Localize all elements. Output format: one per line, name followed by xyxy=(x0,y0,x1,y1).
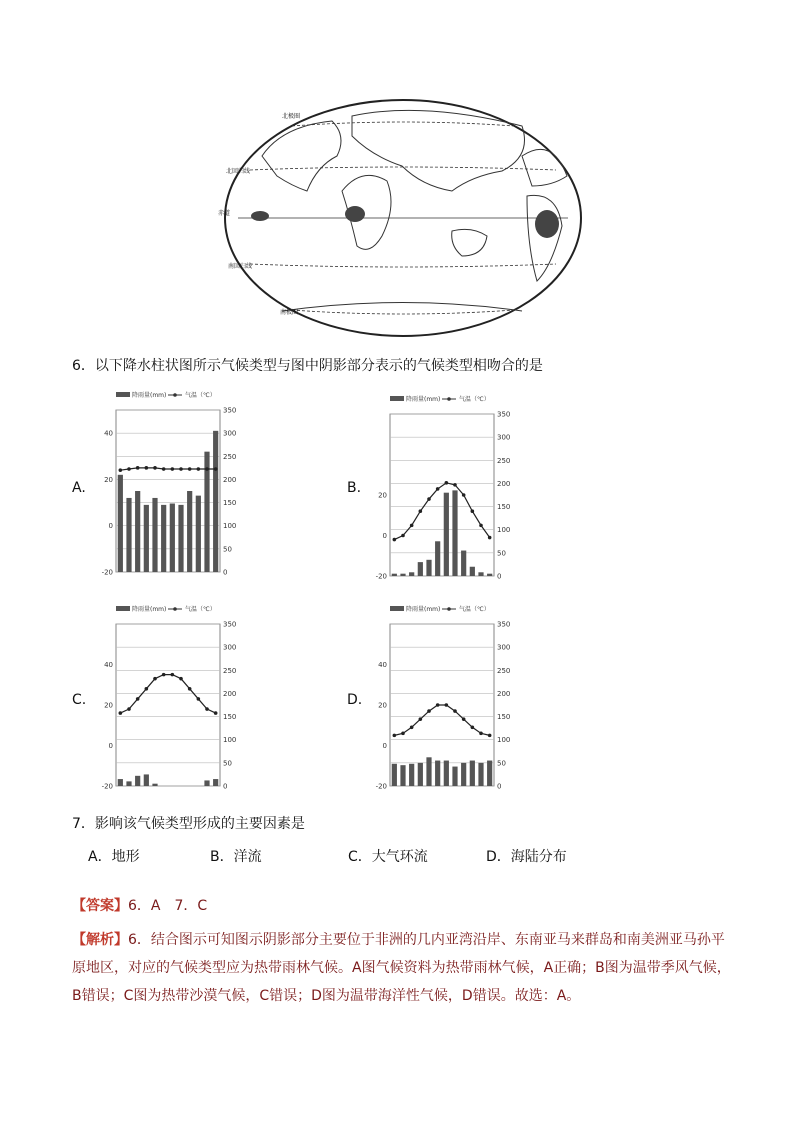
temp-point xyxy=(214,711,218,715)
temp-point xyxy=(436,487,440,491)
q7-option-c: C．大气环流 xyxy=(348,849,428,865)
legend-precip-swatch xyxy=(390,606,404,611)
left-tick-label: 20 xyxy=(378,491,387,500)
right-tick-label: 300 xyxy=(497,643,511,652)
precip-bar xyxy=(118,475,123,572)
question-7: 7．影响该气候类型形成的主要因素是 xyxy=(72,816,305,832)
legend-temp-label: 气温（℃） xyxy=(459,396,490,403)
option-a-label: A. xyxy=(72,480,86,496)
question-6: 6．以下降水柱状图所示气候类型与图中阴影部分表示的气候类型相吻合的是 xyxy=(72,358,543,374)
option-b-label: B. xyxy=(347,480,362,496)
precip-bar xyxy=(461,551,466,576)
chart-a xyxy=(98,388,246,580)
precip-bar xyxy=(470,761,475,786)
left-tick-label: 20 xyxy=(378,701,387,710)
plot-frame xyxy=(116,410,220,572)
temp-point xyxy=(136,466,140,470)
precip-bar xyxy=(426,757,431,786)
right-tick-label: 50 xyxy=(223,545,232,554)
temp-point xyxy=(471,725,475,729)
temp-point xyxy=(436,703,440,707)
precip-bar xyxy=(392,764,397,786)
explain-line-1: 【解析】6．结合图示可知图示阴影部分主要位于非洲的几内亚湾沿岸、东南亚马来群岛和南美洲亚马孙平 xyxy=(72,932,725,948)
legend-precip-swatch xyxy=(116,606,130,611)
precip-bar xyxy=(418,763,423,786)
right-tick-label: 200 xyxy=(223,475,237,484)
temp-point xyxy=(197,467,201,471)
temp-point xyxy=(153,466,157,470)
temp-point xyxy=(214,467,218,471)
right-tick-label: 150 xyxy=(223,499,237,508)
explanation-block xyxy=(72,926,732,1010)
chart-svg-B xyxy=(372,392,520,584)
right-tick-label: 300 xyxy=(223,429,237,438)
precip-bar xyxy=(478,572,483,576)
right-tick-label: 250 xyxy=(497,666,511,675)
right-tick-label: 200 xyxy=(223,689,237,698)
left-tick-label: 20 xyxy=(104,475,113,484)
precip-bar xyxy=(470,567,475,576)
precip-bar xyxy=(452,490,457,576)
right-tick-label: 350 xyxy=(223,406,237,415)
right-tick-label: 200 xyxy=(497,479,511,488)
left-tick-label: -20 xyxy=(101,568,113,577)
precip-bar xyxy=(135,491,140,572)
precip-bar xyxy=(487,574,492,576)
temp-point xyxy=(136,697,140,701)
precip-bar xyxy=(213,779,218,786)
temp-point xyxy=(171,673,175,677)
left-tick-label: 20 xyxy=(104,701,113,710)
precip-bar xyxy=(152,784,157,786)
temp-point xyxy=(488,536,492,540)
legend-temp-marker xyxy=(447,397,451,401)
left-tick-label: 40 xyxy=(104,429,113,438)
right-tick-label: 50 xyxy=(223,759,232,768)
right-tick-label: 300 xyxy=(497,433,511,442)
temp-point xyxy=(188,467,192,471)
right-tick-label: 100 xyxy=(497,526,511,535)
precip-bar xyxy=(161,505,166,572)
precip-bar xyxy=(135,776,140,786)
map-label-cancer: 北回归线 xyxy=(226,168,251,175)
temp-point xyxy=(145,687,149,691)
precip-bar xyxy=(444,761,449,786)
right-tick-label: 50 xyxy=(497,759,506,768)
precip-bar xyxy=(392,574,397,576)
precip-bar xyxy=(213,431,218,572)
left-tick-label: -20 xyxy=(375,572,387,581)
temp-point xyxy=(393,538,397,542)
temp-point xyxy=(410,524,414,528)
left-tick-label: 0 xyxy=(108,522,113,531)
precip-bar xyxy=(196,496,201,572)
temp-line xyxy=(120,675,215,713)
precip-bar xyxy=(444,493,449,576)
precip-bar xyxy=(418,562,423,576)
temp-point xyxy=(162,467,166,471)
temp-point xyxy=(127,707,131,711)
right-tick-label: 50 xyxy=(497,549,506,558)
answer-block xyxy=(72,892,207,920)
precip-bar xyxy=(144,505,149,572)
left-tick-label: 0 xyxy=(382,532,387,540)
precip-bar xyxy=(126,498,131,572)
q7-option-d: D．海陆分布 xyxy=(486,849,567,865)
precip-bar xyxy=(435,541,440,576)
temp-line xyxy=(394,705,489,735)
temp-point xyxy=(127,467,131,471)
temp-point xyxy=(179,677,183,681)
q7-option-b: B．洋流 xyxy=(210,849,262,865)
temp-point xyxy=(488,734,492,738)
right-tick-label: 100 xyxy=(223,736,237,745)
temp-point xyxy=(205,707,209,711)
temp-point xyxy=(445,703,449,707)
map-label-equator: 赤道 xyxy=(218,210,231,217)
shade-malay xyxy=(345,206,365,222)
legend-precip-swatch xyxy=(390,396,404,401)
legend-precip-label: 降雨量(mm) xyxy=(132,606,167,613)
right-tick-label: 350 xyxy=(497,620,511,629)
precip-bar xyxy=(452,767,457,786)
legend-temp-marker xyxy=(173,607,177,611)
precip-bar xyxy=(435,761,440,786)
legend-precip-label: 降雨量(mm) xyxy=(132,392,167,399)
precip-bar xyxy=(478,763,483,786)
chart-svg-A xyxy=(98,388,246,580)
right-tick-label: 150 xyxy=(223,713,237,722)
legend-precip-label: 降雨量(mm) xyxy=(406,606,441,613)
right-tick-label: 0 xyxy=(497,572,502,581)
temp-point xyxy=(419,509,423,513)
temp-point xyxy=(393,734,397,738)
left-tick-label: 40 xyxy=(378,661,387,669)
right-tick-label: 0 xyxy=(497,782,502,791)
precip-bar xyxy=(126,781,131,786)
precip-bar xyxy=(461,763,466,786)
chart-d xyxy=(372,602,520,794)
precip-bar xyxy=(426,560,431,576)
precip-bar xyxy=(204,780,209,786)
map-label-arctic: 北极圈 xyxy=(282,113,301,120)
right-tick-label: 250 xyxy=(223,452,237,461)
explain-tag: 【解析】 xyxy=(72,932,128,948)
temp-point xyxy=(410,725,414,729)
right-tick-label: 0 xyxy=(223,568,228,577)
legend-temp-label: 气温（℃） xyxy=(185,606,216,613)
answer-tag: 【答案】 xyxy=(72,898,128,914)
map-label-antarctic: 南极圈 xyxy=(280,309,299,316)
temp-point xyxy=(479,732,483,736)
world-map xyxy=(218,96,584,340)
right-tick-label: 150 xyxy=(497,713,511,722)
temp-point xyxy=(119,468,123,472)
precip-bar xyxy=(118,779,123,786)
shade-guinea xyxy=(251,211,269,221)
temp-point xyxy=(162,673,166,677)
right-tick-label: 0 xyxy=(223,782,228,791)
temp-point xyxy=(471,509,475,513)
left-tick-label: 0 xyxy=(382,742,387,750)
plot-frame xyxy=(116,624,220,786)
option-c-label: C. xyxy=(72,692,87,708)
temp-point xyxy=(462,717,466,721)
precip-bar xyxy=(178,505,183,572)
map-label-capricorn: 南回归线 xyxy=(228,263,253,270)
left-tick-label: 0 xyxy=(108,742,113,750)
legend-temp-label: 气温（℃） xyxy=(185,392,216,399)
shade-amazon xyxy=(535,210,559,238)
right-tick-label: 250 xyxy=(223,666,237,675)
precip-bar xyxy=(400,765,405,786)
temp-point xyxy=(462,493,466,497)
explain-line-2: 原地区，对应的气候类型应为热带雨林气候。A图气候资料为热带雨林气候，A正确；B图为温带季风气候， xyxy=(72,960,731,976)
temp-point xyxy=(197,697,201,701)
right-tick-label: 150 xyxy=(497,503,511,512)
precip-bar xyxy=(170,503,175,572)
temp-point xyxy=(179,467,183,471)
left-tick-label: -20 xyxy=(101,782,113,791)
legend-temp-label: 气温（℃） xyxy=(459,606,490,613)
precip-bar xyxy=(187,491,192,572)
temp-point xyxy=(419,717,423,721)
chart-svg-D xyxy=(372,602,520,794)
temp-point xyxy=(453,483,457,487)
chart-c xyxy=(98,602,246,794)
temp-point xyxy=(401,732,405,736)
temp-point xyxy=(453,709,457,713)
precip-bar xyxy=(409,764,414,786)
world-map-svg xyxy=(218,96,584,340)
precip-bar xyxy=(487,761,492,786)
legend-temp-marker xyxy=(173,393,177,397)
right-tick-label: 300 xyxy=(223,643,237,652)
temp-point xyxy=(119,711,123,715)
temp-point xyxy=(188,687,192,691)
legend-precip-label: 降雨量(mm) xyxy=(406,396,441,403)
precip-bar xyxy=(144,774,149,786)
right-tick-label: 350 xyxy=(497,410,511,419)
right-tick-label: 100 xyxy=(223,522,237,531)
right-tick-label: 350 xyxy=(223,620,237,629)
right-tick-label: 250 xyxy=(497,456,511,465)
temp-point xyxy=(145,466,149,470)
left-tick-label: -20 xyxy=(375,782,387,791)
option-d-label: D. xyxy=(347,692,363,708)
precip-bar xyxy=(152,498,157,572)
precip-bar xyxy=(409,572,414,576)
left-tick-label: 40 xyxy=(104,661,113,669)
legend-temp-marker xyxy=(447,607,451,611)
temp-point xyxy=(153,677,157,681)
explain-line-3: B错误；C图为热带沙漠气候，C错误；D图为温带海洋性气候，D错误。故选：A。 xyxy=(72,988,581,1004)
temp-line xyxy=(394,483,489,540)
temp-point xyxy=(427,709,431,713)
right-tick-label: 200 xyxy=(497,689,511,698)
right-tick-label: 100 xyxy=(497,736,511,745)
temp-point xyxy=(171,467,175,471)
temp-point xyxy=(445,481,449,485)
temp-point xyxy=(205,467,209,471)
chart-b xyxy=(372,392,520,584)
temp-point xyxy=(427,497,431,501)
temp-point xyxy=(401,534,405,538)
temp-line xyxy=(120,468,215,470)
plot-frame xyxy=(390,414,494,576)
temp-point xyxy=(479,524,483,528)
q7-option-a: A．地形 xyxy=(88,849,140,865)
chart-svg-C xyxy=(98,602,246,794)
precip-bar xyxy=(400,574,405,576)
answer-text: 6．A 7．C xyxy=(128,898,208,914)
legend-precip-swatch xyxy=(116,392,130,397)
